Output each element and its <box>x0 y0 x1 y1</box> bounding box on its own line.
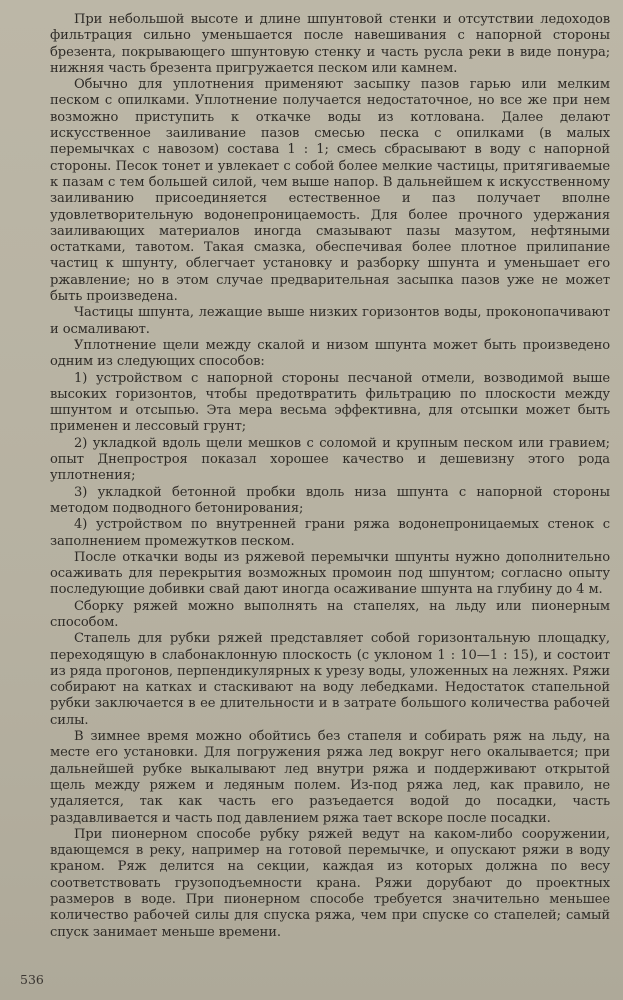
list-item-4: 4) устройством по внутренней грани ряжа водонепроницаемых стенок с заполнением промежутков песком. <box>50 517 610 549</box>
paragraph-8: В зимнее время можно обойтись без стапеля и собирать ряж на льду, на месте его установки. Для погружения ряжа лед вокруг него окалывается; при дальнейшей рубке выкалывают лед внутри ряжа и поддерживают открытой щель между ряжем и ледяным полем. Из-под ряжа лед, как правило, не удаляется, так как часть его разъедается водой до посадки, часть раздавливается и часть под давлением ряжа тает вскоре после посадки. <box>50 729 610 826</box>
paragraph-1: При небольшой высоте и длине шпунтовой стенки и отсутствии ледоходов фильтрация сильно уменьшается после навешивания с напорной стороны брезента, покрывающего шпунтовую стенку и часть русла реки в виде понура; нижняя часть брезента пригружается песком или камнем. <box>50 12 610 76</box>
paragraph-9: При пионерном способе рубку ряжей ведут на каком-либо сооружении, вдающемся в реку, например на готовой перемычке, и опускают ряжи в воду краном. Ряж делится на секции, каждая из которых должна по весу соответствовать грузоподъемности крана. Ряжи дорубают до проектных размеров в воде. При пионерном способе требуется значительно меньшее количество рабочей силы для спуска ряжа, чем при спуске со стапелей; самый спуск занимает меньше времени. <box>50 826 610 940</box>
page-number: 536 <box>20 972 44 987</box>
list-item-2: 2) укладкой вдоль щели мешков с соломой и крупным песком или гравием; опыт Днепростроя показал хорошее качество и дешевизну этого рода уплотнения; <box>50 435 610 484</box>
paragraph-7: Стапель для рубки ряжей представляет собой горизонтальную площадку, переходящую в слабонаклонную плоскость (с уклоном 1 : 10—1 : 15), и состоит из ряда прогонов, перпендикулярных к урезу воды, уложенных на лежнях. Ряжи собирают на катках и стаскивают на воду лебедками. Недостаток стапельной рубки заключается в ее длительности и в затрате большого количества рабочей силы. <box>50 631 610 728</box>
paragraph-5: После откачки воды из ряжевой перемычки шпунты нужно дополнительно осаживать для перекрытия возможных промоин под шпунтом; согласно опыту последующие добивки свай дают иногда осаживание шпунта на глубину до 4 м. <box>50 549 610 598</box>
body-text <box>50 12 610 941</box>
paragraph-2: Обычно для уплотнения применяют засыпку пазов гарью или мелким песком с опилками. Уплотнение получается недостаточное, но все же при нем возможно приступить к откачке воды из котлована. Далее делают искусственное заиливание пазов смесью песка с опилками (в малых перемычках с навозом) состава 1 : 1; смесь сбрасывают в воду с напорной стороны. Песок тонет и увлекает с собой более мелкие частицы, притягиваемые к пазам с тем большей силой, чем выше напор. В дальнейшем к искусственному заиливанию присоединяется естественное и паз получает вполне удовлетворительную водонепроницаемость. Для более прочного удержания заиливающих материалов иногда смазывают пазы мазутом, нефтяными остатками, тавотом. Такая смазка, обеспечивая более плотное прилипание частиц к шпунту, облегчает установку и разборку шпунта и уменьшает его ржавление; но в этом случае предварительная засыпка пазов уже не может быть произведена. <box>50 77 610 305</box>
paragraph-3: Частицы шпунта, лежащие выше низких горизонтов воды, проконопачивают и осмаливают. <box>50 305 610 337</box>
list-item-1: 1) устройством с напорной стороны песчаной отмели, возводимой выше высоких горизонтов, чтобы предотвратить фильтрацию по плоскости между шпунтом и отсыпью. Эта мера весьма эффективна, для отсыпки может быть применен и лессовый грунт; <box>50 370 610 435</box>
paragraph-4: Уплотнение щели между скалой и низом шпунта может быть произведено одним из следующих способов: <box>50 337 610 370</box>
paragraph-6: Сборку ряжей можно выполнять на стапелях, на льду или пионерным способом. <box>50 598 610 630</box>
list-item-3: 3) укладкой бетонной пробки вдоль низа шпунта с напорной стороны методом подводного бетонирования; <box>50 484 610 516</box>
